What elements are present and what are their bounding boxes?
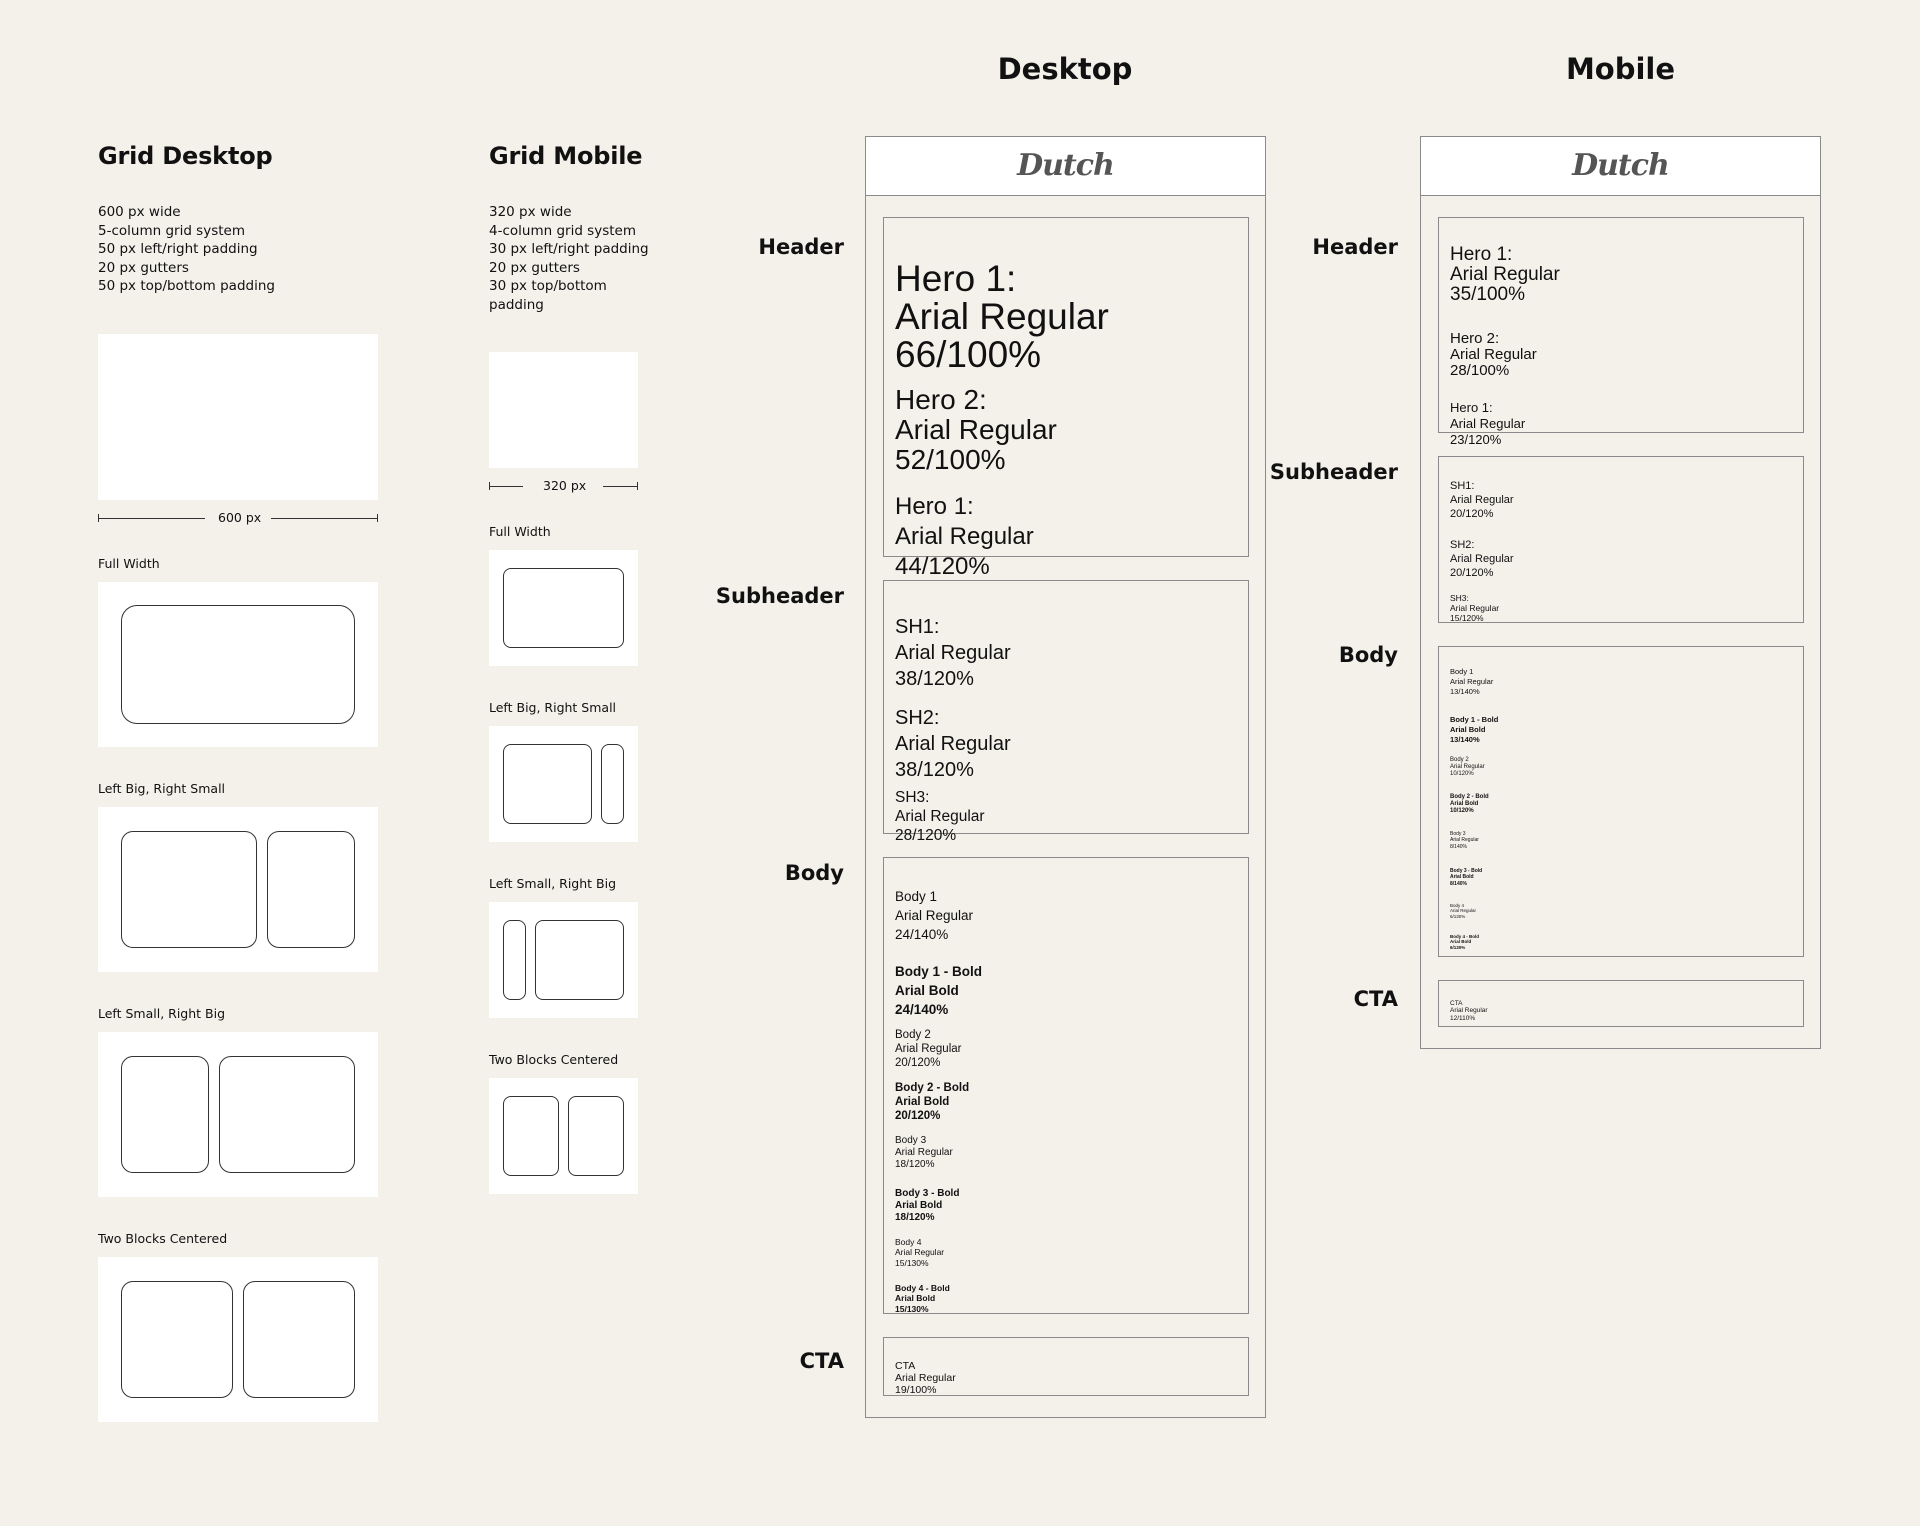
body-4-spec: Body 4 Arial Regular 15/130% <box>895 1236 945 1268</box>
sh3-spec: SH3: Arial Regular 28/120% <box>895 789 985 844</box>
body-4-bold-spec: Body 4 - Bold Arial Bold 6/130% <box>1450 933 1479 950</box>
mobile-column-title: Mobile <box>1565 52 1676 86</box>
row-label-body: Body <box>784 861 844 885</box>
mobile-layout-left-small-right-big <box>489 902 638 1018</box>
cta-spec: CTA Arial Regular 12/110% <box>1450 999 1488 1022</box>
layout-label: Left Big, Right Small <box>489 700 617 715</box>
sh1-spec: SH1: Arial Regular 20/120% <box>1450 480 1514 520</box>
desktop-email-frame <box>865 136 1266 1418</box>
body-3-spec: Body 3 Arial Regular 8/140% <box>1450 830 1479 850</box>
spec-line: 30 px top/bottom <box>489 278 607 295</box>
grid-block <box>568 1096 624 1176</box>
spec-line: 30 px left/right padding <box>489 241 649 258</box>
mobile-body-box <box>1438 646 1804 957</box>
layout-label: Two Blocks Centered <box>489 1052 619 1067</box>
row-label-header: Header <box>758 235 844 259</box>
sh3-spec: SH3: Arial Regular 15/120% <box>1450 593 1500 623</box>
grid-mobile-specs <box>489 203 649 315</box>
dimension-line <box>271 518 378 519</box>
layout-left-small-right-big <box>98 1032 378 1197</box>
dimension-line <box>489 486 523 487</box>
body-1-spec: Body 1 Arial Regular 13/140% <box>1450 667 1494 696</box>
hero-2-spec: Hero 2: Arial Regular 52/100% <box>895 384 1057 475</box>
row-label-body: Body <box>1338 643 1398 667</box>
layout-full-width <box>98 582 378 747</box>
body-3-bold-spec: Body 3 - Bold Arial Bold 18/120% <box>895 1188 960 1223</box>
hero-3-spec: Hero 1: Arial Regular 23/120% <box>1450 400 1526 447</box>
sh1-spec: SH1: Arial Regular 38/120% <box>895 616 1011 690</box>
row-label-subheader: Subheader <box>715 584 844 608</box>
desktop-logo-bar <box>866 137 1265 196</box>
grid-block <box>503 744 592 824</box>
grid-desktop-specs <box>98 203 275 296</box>
grid-block <box>121 1281 233 1398</box>
body-4-spec: Body 4 Arial Regular 6/130% <box>1450 902 1477 919</box>
dimension-line <box>603 486 638 487</box>
grid-block <box>535 920 624 1000</box>
layout-label: Left Small, Right Big <box>98 1006 226 1021</box>
desktop-header-box <box>883 217 1249 580</box>
grid-block <box>267 831 355 948</box>
spec-line: 4-column grid system <box>489 222 636 239</box>
row-label-cta: CTA <box>799 1349 844 1373</box>
layout-label: Two Blocks Centered <box>98 1231 228 1246</box>
layout-label: Left Big, Right Small <box>98 781 226 796</box>
dimension-tick <box>377 514 378 522</box>
grid-block <box>121 605 355 724</box>
mobile-cta-box <box>1438 980 1804 1027</box>
hero-1-spec: Hero 1: Arial Regular 35/100% <box>1450 244 1560 305</box>
grid-block <box>121 1056 209 1173</box>
mobile-layout-full-width <box>489 550 638 666</box>
desktop-column-title: Desktop <box>997 52 1133 86</box>
layout-label: Full Width <box>98 556 160 571</box>
mobile-email-frame <box>1420 136 1821 1049</box>
mobile-subheader-box <box>1438 456 1804 623</box>
dutch-logo: Dutch <box>1572 148 1669 183</box>
body-3-spec: Body 3 Arial Regular 18/120% <box>895 1135 953 1170</box>
cta-spec: CTA Arial Regular 19/100% <box>895 1360 956 1396</box>
body-2-bold-spec: Body 2 - Bold Arial Bold 20/120% <box>895 1082 970 1122</box>
dimension-tick <box>637 482 638 490</box>
grid-block <box>121 831 257 948</box>
hero-1-spec: Hero 1: Arial Regular 66/100% <box>895 258 1109 375</box>
layout-label: Left Small, Right Big <box>489 876 617 891</box>
spec-line: 50 px left/right padding <box>98 241 258 258</box>
body-2-spec: Body 2 Arial Regular 10/120% <box>1450 757 1485 777</box>
grid-block <box>219 1056 355 1173</box>
body-1-bold-spec: Body 1 - Bold Arial Bold 13/140% <box>1450 715 1499 744</box>
dimension-line <box>98 518 205 519</box>
spec-line: 20 px gutters <box>489 259 580 276</box>
mobile-logo-bar <box>1421 137 1820 196</box>
hero-2-spec: Hero 2: Arial Regular 28/100% <box>1450 330 1537 379</box>
grid-desktop-title: Grid Desktop <box>98 142 273 170</box>
spec-line: 50 px top/bottom padding <box>98 278 275 295</box>
mobile-header-box <box>1438 217 1804 447</box>
body-4-bold-spec: Body 4 - Bold Arial Bold 15/130% <box>895 1282 950 1314</box>
row-label-subheader: Subheader <box>1269 460 1398 484</box>
mobile-dimension-label: 320 px <box>543 478 587 493</box>
body-2-bold-spec: Body 2 - Bold Arial Bold 10/120% <box>1450 794 1489 814</box>
grid-block <box>503 1096 559 1176</box>
desktop-subheader-box <box>883 580 1249 844</box>
layout-left-big-right-small <box>98 807 378 972</box>
grid-block <box>503 568 624 648</box>
spec-line: 320 px wide <box>489 204 572 220</box>
spec-line: 5-column grid system <box>98 222 245 239</box>
desktop-body-box <box>883 857 1249 1314</box>
desktop-cta-box <box>883 1337 1249 1396</box>
dutch-logo: Dutch <box>1017 148 1114 183</box>
layout-two-blocks-centered <box>98 1257 378 1422</box>
spec-line: padding <box>489 296 544 313</box>
body-1-bold-spec: Body 1 - Bold Arial Bold 24/140% <box>895 964 982 1017</box>
body-2-spec: Body 2 Arial Regular 20/120% <box>895 1029 962 1069</box>
spec-line: 600 px wide <box>98 204 181 220</box>
desktop-width-preview <box>98 334 378 500</box>
grid-mobile-title: Grid Mobile <box>489 142 643 170</box>
sh2-spec: SH2: Arial Regular 20/120% <box>1450 539 1514 579</box>
spec-line: 20 px gutters <box>98 259 189 276</box>
mobile-layout-two-blocks-centered <box>489 1078 638 1194</box>
grid-block <box>503 920 526 1000</box>
mobile-layout-left-big-right-small <box>489 726 638 842</box>
grid-block <box>601 744 624 824</box>
desktop-dimension-label: 600 px <box>218 510 262 525</box>
row-label-header: Header <box>1312 235 1398 259</box>
sh2-spec: SH2: Arial Regular 38/120% <box>895 707 1011 781</box>
grid-block <box>243 1281 355 1398</box>
body-1-spec: Body 1 Arial Regular 24/140% <box>895 889 974 942</box>
row-label-cta: CTA <box>1353 987 1398 1011</box>
body-3-bold-spec: Body 3 - Bold Arial Bold 8/140% <box>1450 867 1483 887</box>
mobile-width-preview <box>489 352 638 468</box>
layout-label: Full Width <box>489 524 551 539</box>
hero-3-spec: Hero 1: Arial Regular 44/120% <box>895 493 1034 580</box>
